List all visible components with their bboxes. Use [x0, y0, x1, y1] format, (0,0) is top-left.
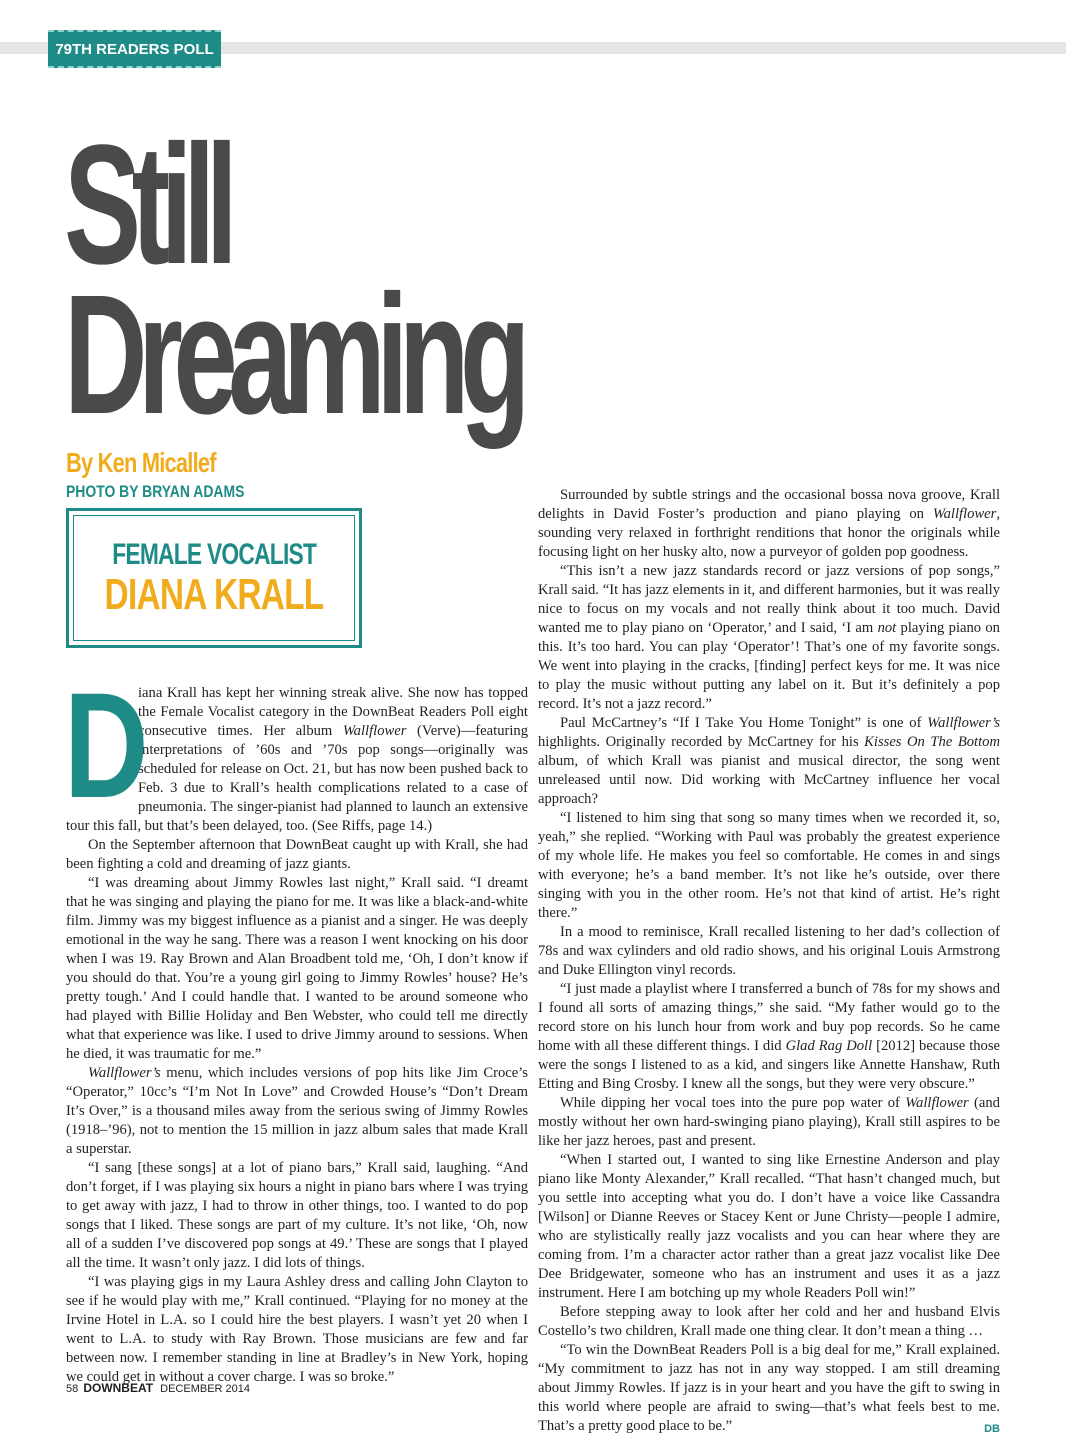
title-line-1: Still [64, 110, 229, 300]
paragraph-text: “To win the DownBeat Readers Poll is a big deal for me,” Krall explained. “My commitment to jazz has not in any way stopped. I am still dreaming about Jimmy Rowles. If jazz is in your heart and you have the gift to swing in this world where people are afraid to swing—that’s what feels best to me. That’s a pretty good place to be.” [538, 1342, 1000, 1434]
paragraph-text: menu, which includes versions of pop hits like Jim Croce’s “Operator,” 10cc’s “I’m Not In Love” and Crowded House’s “Don’t Dream It’s Over,” is a thousand miles away from the serious swing of Jimmy Rowles (1918–’96), not to mention the 15 million in jazz album sales that made Krall a superstar. [66, 1065, 528, 1157]
paragraph [66, 1064, 528, 1159]
section-tag: 79TH READERS POLL [48, 30, 221, 68]
drop-cap: D [64, 661, 149, 829]
page-footer [66, 1381, 250, 1395]
paragraph-text: playing piano on this. It’s too hard. You can play ‘Operator’! That’s one of my favorite songs. We went into playing in the cracks, [finding] perfect keys for me. It was nice to play the music without putting any label on it. But it’s definitely a pop record. It’s not a jazz record.” [538, 620, 1000, 712]
paragraph [538, 1341, 1000, 1436]
paragraph [64, 661, 528, 836]
paragraph [538, 923, 1000, 980]
paragraph [538, 980, 1000, 1094]
paragraph-text: , sounding very relaxed in forthright renditions that honor the originals while focusing light on her husky alto, now a purveyor of golden pop goodness. [538, 506, 1000, 560]
italic-title: Wallflower [342, 723, 407, 739]
italic-title: Wallflower’s [927, 715, 1000, 731]
paragraph [66, 874, 528, 1064]
paragraph-text: (Verve)—featuring interpretations of ’60s and ’70s pop songs—originally was scheduled for release on Oct. 21, but has now been pushed back to Feb. 3 due to Krall’s health complications related to a case of pneumonia. The singer-pianist had planned to launch an extensive tour this fall, but that’s been delayed, too. (See Riffs, page 14.) [66, 723, 528, 834]
paragraph-text: Surrounded by subtle strings and the occasional bossa nova groove, Krall delights in David Foster’s production and piano playing on [538, 487, 1000, 522]
paragraph-text: [2012] because those were the songs I listened to as a kid, and singers like Annette Hanshaw, Ruth Etting and Bing Crosby. I knew all the songs, but they were very obscure.” [538, 1038, 1000, 1092]
paragraph [66, 1273, 528, 1387]
award-box-inner [73, 515, 355, 641]
end-mark: DB [984, 1423, 1000, 1435]
paragraph-text: Paul McCartney’s “If I Take You Home Tonight” is one of [560, 715, 928, 731]
italic-title: Glad Rag Doll [785, 1038, 873, 1054]
paragraph-text: Before stepping away to look after her cold and her and husband Elvis Costello’s two children, Krall made one thing clear. It don’t mean a thing … [538, 1304, 1000, 1339]
photo-credit: PHOTO BY BRYAN ADAMS [66, 482, 245, 501]
paragraph-text: album, of which Krall was pianist and musical director, the song went unreleased until now. Did working with McCartney influence her vocal approach? [538, 753, 1000, 807]
paragraph [538, 1151, 1000, 1303]
paragraph-text: “I just made a playlist where I transferred a bunch of 78s for my shows and I found all sorts of amazing things,” she said. “My father would go to the record store on his lunch hour from work and buy pop records. So he came home with all these different things. I did [538, 981, 1000, 1054]
article-column-1 [64, 661, 528, 1387]
paragraph-text: “I listened to him sing that song so many times when we recorded it, so, yeah,” she replied. “Working with Paul was probably the greatest experience of my whole life. He makes you feel so comfortable. He comes in and sings with everyone; he’s a band member. It’s not like he’s outside, over there singing with you in the other room. He’s not that kind of artist. He’s right there.” [538, 810, 1000, 921]
italic-title: Kisses On The Bottom [864, 734, 1000, 750]
byline: By Ken Micallef [66, 447, 216, 478]
article-column-2 [538, 486, 1000, 1439]
paragraph-text: “I was playing gigs in my Laura Ashley dress and calling John Clayton to see if he would play with me,” Krall continued. “Playing for no money at the Irvine Hotel in L.A. so I could hire the best players. I wasn’t yet 20 when I went to L.A. to study with Ray Brown. Those musicians are few and far between now. I remember standing in line at Bradley’s in New York, hoping we could get in without a cover charge. I was so broke.” [66, 1274, 528, 1385]
paragraph-text: “When I started out, I wanted to sing like Ernestine Anderson and play piano like Monty Alexander,” Krall recalled. “That hasn’t changed much, but you settle into accepting what you do. I don’t have a voice like Cassandra [Wilson] or Dianne Reeves or Stacey Kent or June Christy—people I admire, who are stylistically really jazz vocalists and you can hear where they are coming from. I’m a character actor rather than a great jazz vocalist like Dee Dee Bridgewater, someone who has an instrument and uses it as a jazz instrument. Here I am botching up my whole Readers Poll win!” [538, 1152, 1000, 1301]
paragraph [538, 486, 1000, 562]
magazine-name: DOWNBEAT [83, 1381, 154, 1395]
award-winner: DIANA KRALL [104, 570, 324, 619]
article-title [64, 110, 522, 450]
paragraph-text: “I sang [these songs] at a lot of piano bars,” Krall said, laughing. “And don’t forget, if I was playing six hours a night in piano bars where I was trying to get away with jazz, I had to throw in other things, too. I wanted to do pop songs that I liked. These songs are part of my culture. It’s not like, ‘Oh, now all of a sudden I’ve discovered pop songs at 49.’ These are songs that I played all the time. It wasn’t only jazz. I did lots of things. [66, 1160, 528, 1271]
italic-title: not [877, 620, 897, 636]
paragraph [538, 1094, 1000, 1151]
paragraph-text: highlights. Originally recorded by McCartney for his [538, 734, 865, 750]
paragraph [66, 1159, 528, 1273]
italic-title: Wallflower [932, 506, 997, 522]
issue-date: DECEMBER 2014 [160, 1383, 251, 1395]
italic-title: Wallflower’s [88, 1065, 161, 1081]
paragraph-text: On the September afternoon that DownBeat caught up with Krall, she had been fighting a cold and dreaming of jazz giants. [66, 837, 528, 872]
paragraph [66, 836, 528, 874]
award-category: FEMALE VOCALIST [112, 538, 316, 571]
paragraph-text: In a mood to reminisce, Krall recalled listening to her dad’s collection of 78s and wax cylinders and old radio shows, and his original Louis Armstrong and Duke Ellington vinyl records. [538, 924, 1000, 978]
paragraph-text: While dipping her vocal toes into the pure pop water of [560, 1095, 906, 1111]
title-line-2: Dreaming [64, 260, 522, 450]
paragraph [538, 562, 1000, 714]
page-number: 58 [66, 1383, 79, 1395]
paragraph [538, 714, 1000, 809]
paragraph [538, 809, 1000, 923]
paragraph-text: “I was dreaming about Jimmy Rowles last night,” Krall said. “I dreamt that he was singing and playing the piano for me. It was like a black-and-white film. Jimmy was my biggest influence as a pianist and a singer. He was deeply emotional in the way he sang. There was a reason I went knocking on his door when I was 19. Ray Brown and Alan Broadbent told me, ‘Oh, I don’t know if you should do that. You’re a young girl going to Jimmy Rowles’ house? He’s pretty tough.’ And I could handle that. I wanted to be around someone who had played with Billie Holiday and Ben Webster, who could tell me directly what that experience was like. I used to drive Jimmy around to sessions. When he died, it was traumatic for me.” [66, 875, 528, 1062]
award-box [66, 508, 362, 648]
paragraph-text: (and mostly without her own hard-swinging piano playing), Krall still aspires to be like her jazz heroes, past and present. [538, 1095, 1000, 1149]
italic-title: Wallflower [905, 1095, 969, 1111]
paragraph-text: iana Krall has kept her winning streak alive. She now has topped the Female Vocalist category in the DownBeat Readers Poll eight consecutive times. Her album [138, 685, 528, 739]
paragraph [538, 1303, 1000, 1341]
paragraph-text: “This isn’t a new jazz standards record or jazz versions of pop songs,” Krall said. “It has jazz elements in it, and different harmonies, but it was really nice to focus on my vocals and not really think about it too much. David wanted me to play piano on ‘Operator,’ and I said, ‘I am [538, 563, 1000, 636]
